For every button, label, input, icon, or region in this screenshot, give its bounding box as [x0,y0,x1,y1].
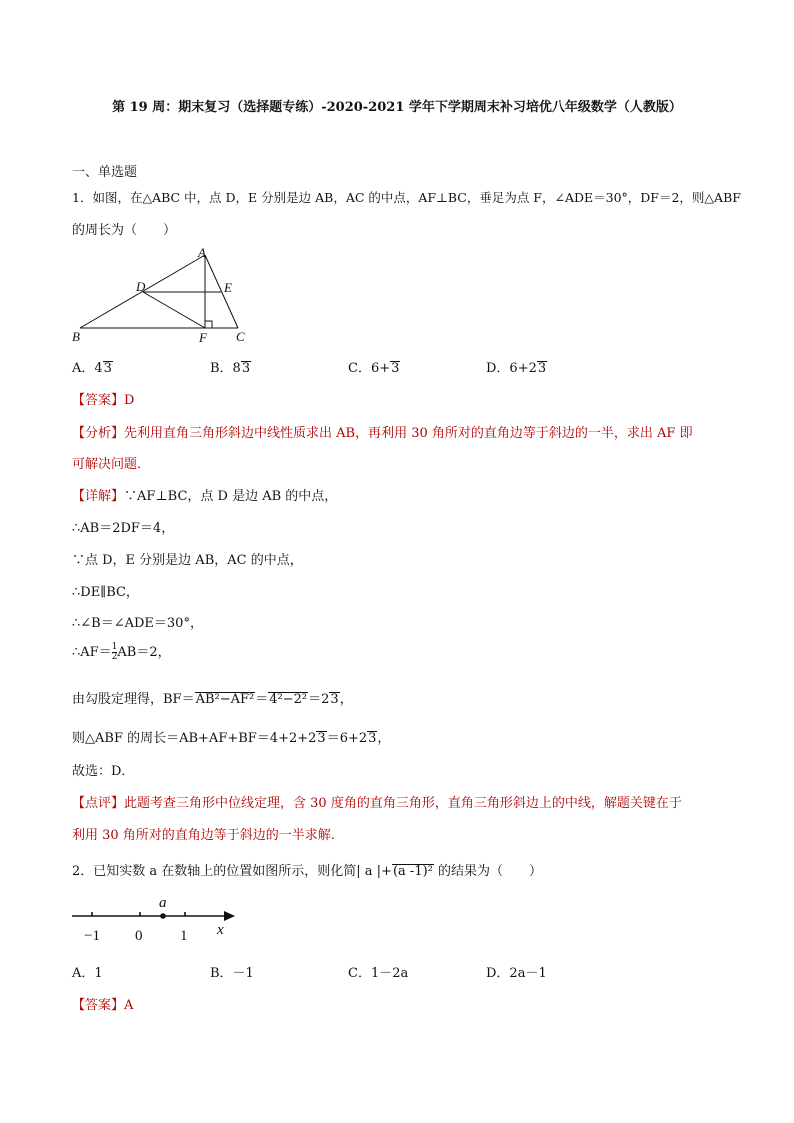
label-c: C [236,329,245,344]
sqrt: 3 [368,731,377,746]
axis-arrow [224,911,235,921]
label-x: x [217,922,224,938]
point-a [160,913,166,919]
q2-number-line [66,892,246,944]
comment-text: 此题考查三角形中位线定理，含 30 度角的直角三角形，直角三角形斜边上的中线，解题关键在于 [124,796,682,811]
text: ， [377,731,391,746]
q1-stem-line2: 的周长为（ ） [72,223,177,238]
answer-tag: 【答案】 [72,393,125,408]
q1-comment-line2: 利用 30 角所对的直角边等于斜边的一半求解. [72,828,335,843]
option-label: C．6+ [348,361,391,376]
label-zero: 0 [135,928,143,944]
segment-df [143,292,205,328]
q1-option-c [348,357,400,376]
q1-detail-line4: ∴DE∥BC， [72,585,139,600]
text: 2．已知实数 a 在数轴上的位置如图所示，则化简| a |+ [72,864,392,879]
text: ＝2 [308,692,330,707]
detail-text: ∵AF⊥BC，点 D 是边 AB 的中点， [124,489,338,504]
q1-option-b [210,357,251,376]
analysis-text: 先利用直角三角形斜边中线性质求出 AB，再利用 30 角所对的直角边等于斜边的一半，求出 AF 即 [124,426,693,441]
q1-comment-line1 [72,792,682,811]
detail-tag: 【详解】 [72,489,125,504]
sqrt: 3 [241,361,251,376]
sqrt: 3 [330,692,339,707]
q1-detail-line5: ∴∠B＝∠ADE＝30°， [72,616,203,631]
q2-stem [72,860,542,879]
q1-detail-line6 [72,641,171,662]
label-e: E [224,280,232,295]
text: 的结果为（ ） [433,864,543,879]
answer-tag: 【答案】 [72,998,125,1013]
analysis-tag: 【分析】 [72,426,125,441]
label-a: A [198,245,206,260]
right-angle-mark [205,321,212,328]
text: 由勾股定理得，BF＝ [72,692,195,707]
label-f: F [199,330,207,345]
text: AB＝2， [117,645,171,660]
sqrt: 3 [317,731,326,746]
label-a: a [159,895,167,911]
label-d: D [136,279,146,294]
q1-detail-line7 [72,688,353,707]
label-one: 1 [180,928,188,944]
sqrt: (a -1)² [392,864,433,879]
q1-stem-line1: 1．如图，在△ABC 中，点 D，E 分别是边 AB，AC 的中点，AF⊥BC，垂足为点 F，∠ADE＝30°，DF＝2，则△ABF [72,190,741,205]
answer-value: D [124,393,135,408]
sqrt: 4²−2² [269,692,308,707]
label-b: B [72,329,80,344]
text: 则△ABF 的周长＝AB+AF+BF＝4+2+2 [72,731,317,746]
q1-analysis-line1 [72,422,693,441]
q2-option-c: C．1－2a [348,966,409,981]
q1-analysis-line2: 可解决问题． [72,457,151,472]
page-title: 第 19 周：期末复习（选择题专练）-2020-2021 学年下学期周末补习培优八年级数学（人教版） [112,100,682,115]
q1-detail-line9: 故选：D． [72,764,135,779]
q1-detail-line1 [72,485,337,504]
comment-tag: 【点评】 [72,796,125,811]
text: ＝ [255,692,269,707]
q2-option-d: D．2a－1 [486,966,547,981]
section-heading: 一、单选题 [72,165,138,180]
option-label: B．8 [210,361,241,376]
sqrt: 3 [391,361,400,376]
sqrt: AB²−AF² [195,692,255,707]
sqrt: 3 [537,361,547,376]
option-label: A．4 [72,361,103,376]
numerator: 1 [111,642,118,652]
sqrt: 3 [103,361,112,376]
answer-value: A [124,998,134,1013]
q1-triangle-figure [60,245,260,345]
denominator: 2 [111,652,118,662]
option-label: D．6+2 [486,361,537,376]
text: ， [339,692,353,707]
text: ＝6+2 [326,731,368,746]
label-neg1: −1 [84,928,100,944]
q1-option-a [72,357,113,376]
q2-answer [72,994,133,1013]
q1-detail-line8 [72,727,390,746]
q1-detail-line3: ∵点 D，E 分别是边 AB，AC 的中点， [72,553,303,568]
q1-option-d [486,357,547,376]
q1-detail-line2: ∴AB＝2DF＝4， [72,521,175,536]
q1-answer [72,389,134,408]
q2-option-a: A．1 [72,966,103,981]
q2-option-b: B．－1 [210,966,254,981]
text: ∴AF＝ [72,645,112,660]
